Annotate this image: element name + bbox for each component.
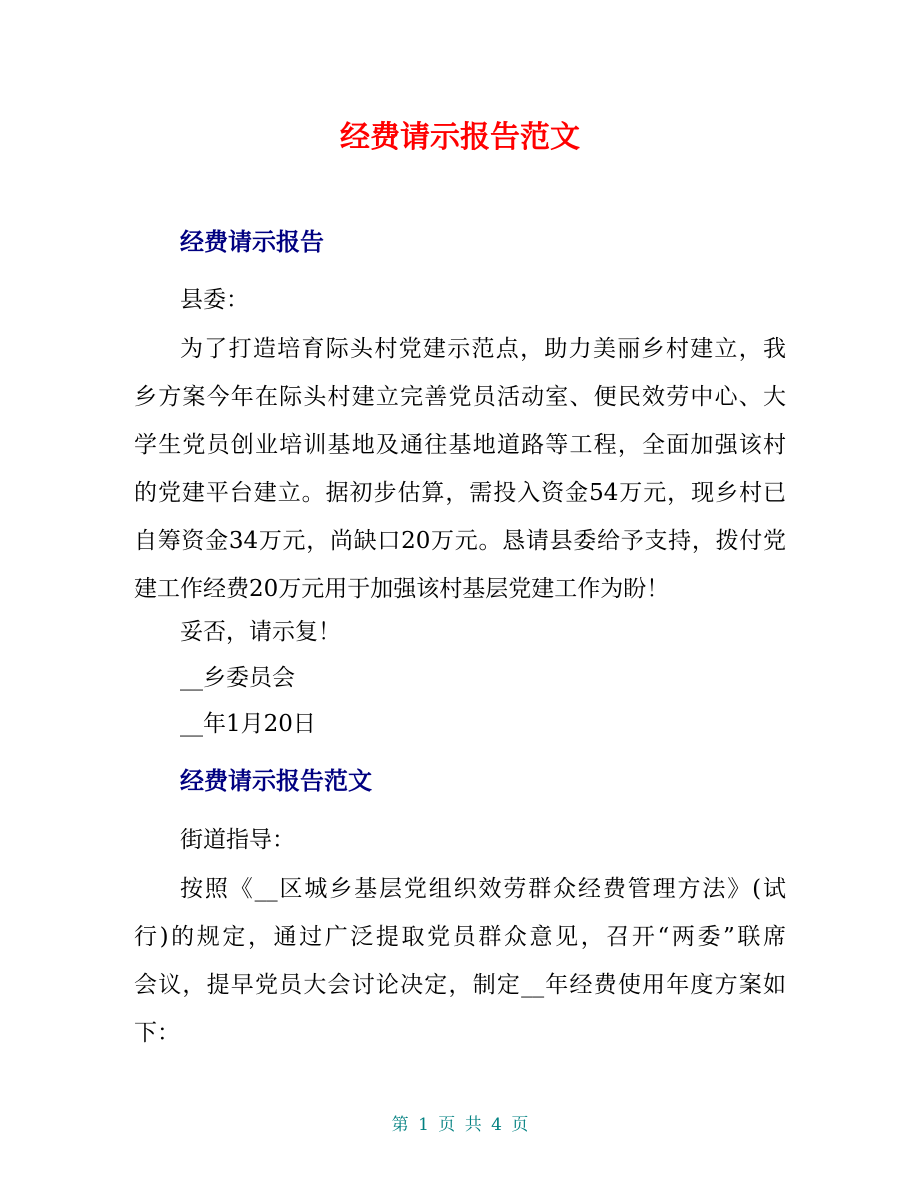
signature: __乡委员会 xyxy=(180,665,295,691)
section-heading-sample: 经费请示报告范文 xyxy=(180,767,372,795)
salutation-2: 街道指导： xyxy=(180,827,295,853)
body-line: 的党建平台建立。据初步估算，需投入资金54万元，现乡村已 xyxy=(134,480,786,506)
body-line: 会议，提早党员大会讨论决定，制定__年经费使用年度方案如 xyxy=(134,972,786,998)
body-line: 学生党员创业培训基地及通往基地道路等工程，全面加强该村 xyxy=(134,432,786,458)
body-line: 自筹资金34万元，尚缺口20万元。恳请县委给予支持，拨付党 xyxy=(134,528,786,554)
section-heading-report: 经费请示报告 xyxy=(180,228,324,256)
body-line: 建工作经费20万元用于加强该村基层党建工作为盼！ xyxy=(134,576,670,602)
page-footer: 第 1 页 共 4 页 xyxy=(391,1115,529,1135)
body-line: 乡方案今年在际头村建立完善党员活动室、便民效劳中心、大 xyxy=(134,384,786,410)
page-title: 经费请示报告范文 xyxy=(340,120,580,155)
date: __年1月20日 xyxy=(180,711,316,737)
body-line: 为了打造培育际头村党建示范点，助力美丽乡村建立，我 xyxy=(180,336,786,362)
body-line: 下： xyxy=(134,1020,180,1046)
body-line: 行)的规定，通过广泛提取党员群众意见，召开“两委”联席 xyxy=(134,924,786,950)
body-line: 按照《__区城乡基层党组织效劳群众经费管理方法》(试 xyxy=(180,876,786,902)
closing-line: 妥否，请示复！ xyxy=(180,619,341,645)
salutation: 县委： xyxy=(180,287,249,313)
